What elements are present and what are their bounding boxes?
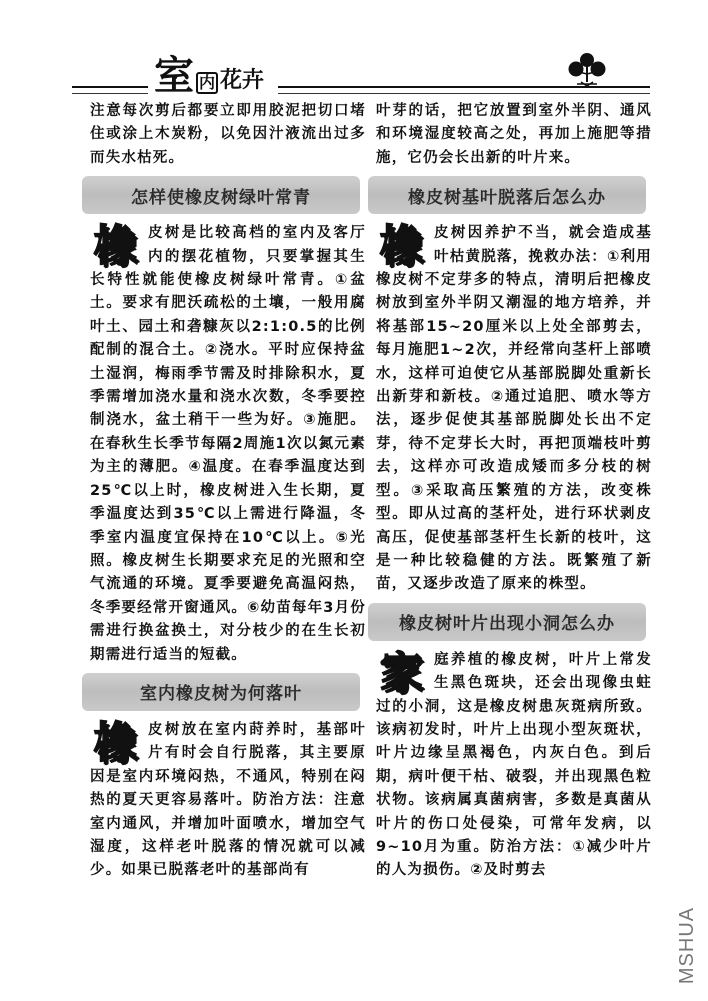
page-header — [60, 50, 660, 98]
drop-cap: 橡 — [93, 221, 136, 271]
section-paragraph: 皮树是比较高档的室内及客厅内的摆花植物，只要掌握其生长特性就能使橡皮树绿叶常青。①盆土。要求有肥沃疏松的土壤，一般用腐叶土、园土和砻糠灰以2:1:0.5的比例配制的混合土。②浇水。平时应保持盆土湿润，梅雨季节需及时排除积水，夏季需增加浇水量和浇水次数，冬季要控制浇水，盆土稍干一些为好。③施肥。在春秋生长季节每隔2周施1次以氮元素为主的薄肥。④温度。在春季温度达到25℃以上时，橡皮树进入生长期，夏季温度达到35℃以上需进行降温，冬季室内温度宜保持在10℃以上。⑤光照。橡皮树生长期要求充足的光照和空气流通的环境。夏季要避免高温闷热，冬季要经常开窗通风。⑥幼苗每年3月份需进行换盆换土，对分枝少的在生长初期需进行适当的短截。 — [90, 225, 366, 663]
section-body-evergreen — [90, 222, 366, 667]
title-boxed-char: 内 — [196, 72, 218, 94]
title-big-char: 室 — [154, 53, 194, 99]
section-title — [154, 50, 264, 98]
section-heading-leaf-drop: 室内橡皮树为何落叶 — [82, 673, 360, 711]
right-intro-paragraph: 叶芽的话，把它放置到室外半阴、通风和环境湿度较高之处，再加上施肥等措施，它仍会长出新的叶片来。 — [376, 103, 652, 166]
title-rest: 花卉 — [220, 68, 265, 93]
section-body-leaf-holes — [376, 649, 652, 883]
section-body-base-leaf — [376, 222, 652, 597]
watermark-text: MSHUA — [676, 906, 699, 984]
section-paragraph: 皮树放在室内莳养时，基部叶片有时会自行脱落，其主要原因是室内环境闷热，不通风，特别在闷热的夏天更容易落叶。防治方法：注意室内通风，并增加叶面喷水，增加空气湿度，这样老叶脱落的情况就可以减少。如果已脱落老叶的基部尚有 — [90, 721, 366, 879]
right-column — [376, 100, 652, 883]
section-heading-leaf-holes: 橡皮树叶片出现小洞怎么办 — [368, 603, 646, 641]
drop-cap: 橡 — [93, 717, 136, 767]
header-rule-left — [72, 86, 148, 94]
left-column — [90, 100, 366, 883]
drop-cap: 橡 — [379, 221, 422, 271]
tree-icon — [565, 50, 609, 90]
section-paragraph: 皮树因养护不当，就会造成基叶枯黄脱落，挽救办法：①利用橡皮树不定芽多的特点，清明后把橡皮树放到室外半阴又潮湿的地方培养，并将基部15~20厘米以上处全部剪去，每月施肥1~2次，并经常向茎杆上部喷水，这样可迫使它从基部脱脚处重新长出新芽和新枝。②通过追肥、喷水等方法，逐步促使其基部脱脚处长出不定芽，待不定芽长大时，再把顶端枝叶剪去，这样亦可改造成矮而多分枝的树型。③采取高压繁殖的方法，改变株型。即从过高的茎杆处，进行环状剥皮高压，促使基部茎杆生长新的枝叶，这是一种比较稳健的方法。既繁殖了新苗，又逐步改造了原来的株型。 — [376, 225, 652, 593]
section-body-leaf-drop — [90, 719, 366, 883]
section-heading-evergreen: 怎样使橡皮树绿叶常青 — [82, 176, 360, 214]
drop-cap: 家 — [379, 647, 422, 697]
watermark — [668, 900, 708, 990]
left-intro-paragraph: 注意每次剪后都要立即用胶泥把切口堵住或涂上木炭粉，以免因汁液流出过多而失水枯死。 — [90, 103, 366, 166]
section-paragraph: 庭养植的橡皮树，叶片上常发生黑色斑块，还会出现像虫蛀过的小洞，这是橡皮树患灰斑病所致。该病初发时，叶片上出现小型灰斑状，叶片边缘呈黑褐色，内灰白色。到后期，病叶便干枯、破裂，并出现黑色粒状物。该病属真菌病害，多数是真菌从叶片的伤口处侵染，可常年发病，以9~10月为重。防治方法：①减少叶片的人为损伤。②及时剪去 — [376, 651, 652, 879]
section-heading-base-leaf: 橡皮树基叶脱落后怎么办 — [368, 176, 646, 214]
